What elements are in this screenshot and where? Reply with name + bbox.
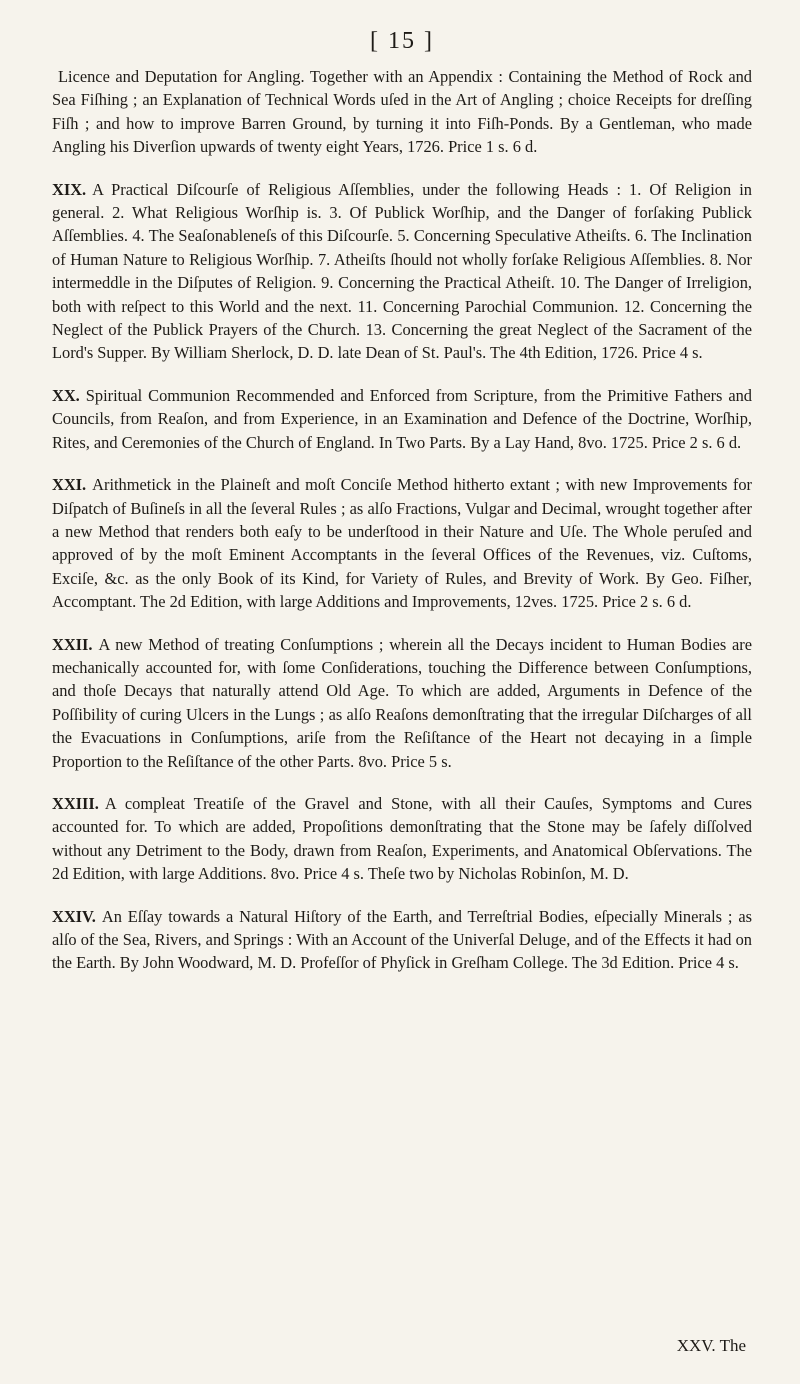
entry-number: XIX. <box>52 179 87 199</box>
entry-number: XXII. <box>52 634 93 654</box>
entry-text: Arithmetick in the Plaineſt and moſt Conciſe Method hitherto extant ; with new Improvements for Diſpatch of Buſineſs in all the ſeveral Rules ; as alſo Fractions, Vulgar and Decimal, wrought together after a new Method that renders both eaſy to be underſtood in their Nature and Uſe. The Whole peruſed and approved of by the moſt Eminent Accomptants in the ſeveral Offices of the Revenues, viz. Cuſtoms, Exciſe, &c. as the only Book of its Kind, for Variety of Rules, and Brevity of Work. By Geo. Fiſher, Accomptant. The 2d Edition, with large Additions and Improvements, 12ves. 1725. Price 2 s. 6 d. <box>52 475 752 612</box>
entry-text: Licence and Deputation for Angling. Together with an Appendix : Containing the Method of Rock and Sea Fiſhing ; an Explanation of Technical Words uſed in the Art of Angling ; choice Receipts for dreſſing Fiſh ; and how to improve Barren Ground, by turning it into Fiſh-Ponds. By a Gentleman, who made Angling his Diverſion upwards of twenty eight Years, 1726. Price 1 s. 6 d. <box>52 67 752 157</box>
catalogue-entry <box>52 65 752 159</box>
entry-number: XX. <box>52 385 80 405</box>
page-number: [ 15 ] <box>370 28 434 54</box>
entry-text: A new Method of treating Conſumptions ; wherein all the Decays incident to Human Bodies are mechanically accounted for, with ſome Conſiderations, touching the Difference between Conſumptions, and thoſe Decays that naturally attend Old Age. To which are added, Arguments in Defence of the Poſſibility of curing Ulcers in the Lungs ; as alſo Reaſons demonſtrating that the irregular Diſcharges of all the Evacuations in Conſumptions, ariſe from the Reſiſtance of the Heart not decaying in a ſimple Proportion to the Reſiſtance of the other Parts. 8vo. Price 5 s. <box>52 634 752 771</box>
entry-text: A Practical Diſcourſe of Religious Aſſemblies, under the following Heads : 1. Of Religion in general. 2. What Religious Worſhip is. 3. Of Publick Worſhip, and the Danger of forſaking Publick Aſſemblies. 4. The Seaſonableneſs of this Diſcourſe. 5. Concerning Speculative Atheiſts. 6. The Inclination of Human Nature to Religious Worſhip. 7. Atheiſts ſhould not wholly forſake Religious Aſſemblies. 8. Nor intermeddle in the Diſputes of Religion. 9. Concerning the Practical Atheiſt. 10. The Danger of Irreligion, both with reſpect to this World and the next. 11. Concerning Parochial Communion. 12. Concerning the Neglect of the Publick Prayers of the Church. 13. Concerning the great Neglect of the Sacrament of the Lord's Supper. By William Sherlock, D. D. late Dean of St. Paul's. The 4th Edition, 1726. Price 4 s. <box>52 179 752 363</box>
entry-text: A compleat Treatiſe of the Gravel and Stone, with all their Cauſes, Symptoms and Cures accounted for. To which are added, Propoſitions demonſtrating that the Stone may be ſafely diſſolved without any Detriment to the Body, drawn from Reaſon, Experiments, and Anatomical Obſervations. The 2d Edition, with large Additions. 8vo. Price 4 s. Theſe two by Nicholas Robinſon, M. D. <box>52 793 752 884</box>
catalogue-entry <box>52 905 752 975</box>
catalogue-entry <box>52 633 752 773</box>
entry-number: XXIV. <box>52 906 96 926</box>
entry-number: XXIII. <box>52 793 99 813</box>
entry-text: Spiritual Communion Recommended and Enforced from Scripture, from the Primitive Fathers and Councils, from Reaſon, and from Experience, in an Examination and Defence of the Doctrine, Worſhip, Rites, and Ceremonies of the Church of England. In Two Parts. By a Lay Hand, 8vo. 1725. Price 2 s. 6 d. <box>52 385 752 452</box>
catchword: XXV. The <box>676 1336 746 1355</box>
catalogue-entry <box>52 384 752 454</box>
entry-text: An Eſſay towards a Natural Hiſtory of the Earth, and Terreſtrial Bodies, eſpecially Minerals ; as alſo of the Sea, Rivers, and Springs : With an Account of the Univerſal Deluge, and of the Effects it had on the Earth. By John Woodward, M. D. Profeſſor of Phyſick in Greſham College. The 3d Edition. Price 4 s. <box>52 906 752 973</box>
catalogue-entry <box>52 473 752 613</box>
catalogue-entry <box>52 178 752 365</box>
entry-number: XXI. <box>52 475 87 495</box>
catalogue-entry <box>52 792 752 886</box>
